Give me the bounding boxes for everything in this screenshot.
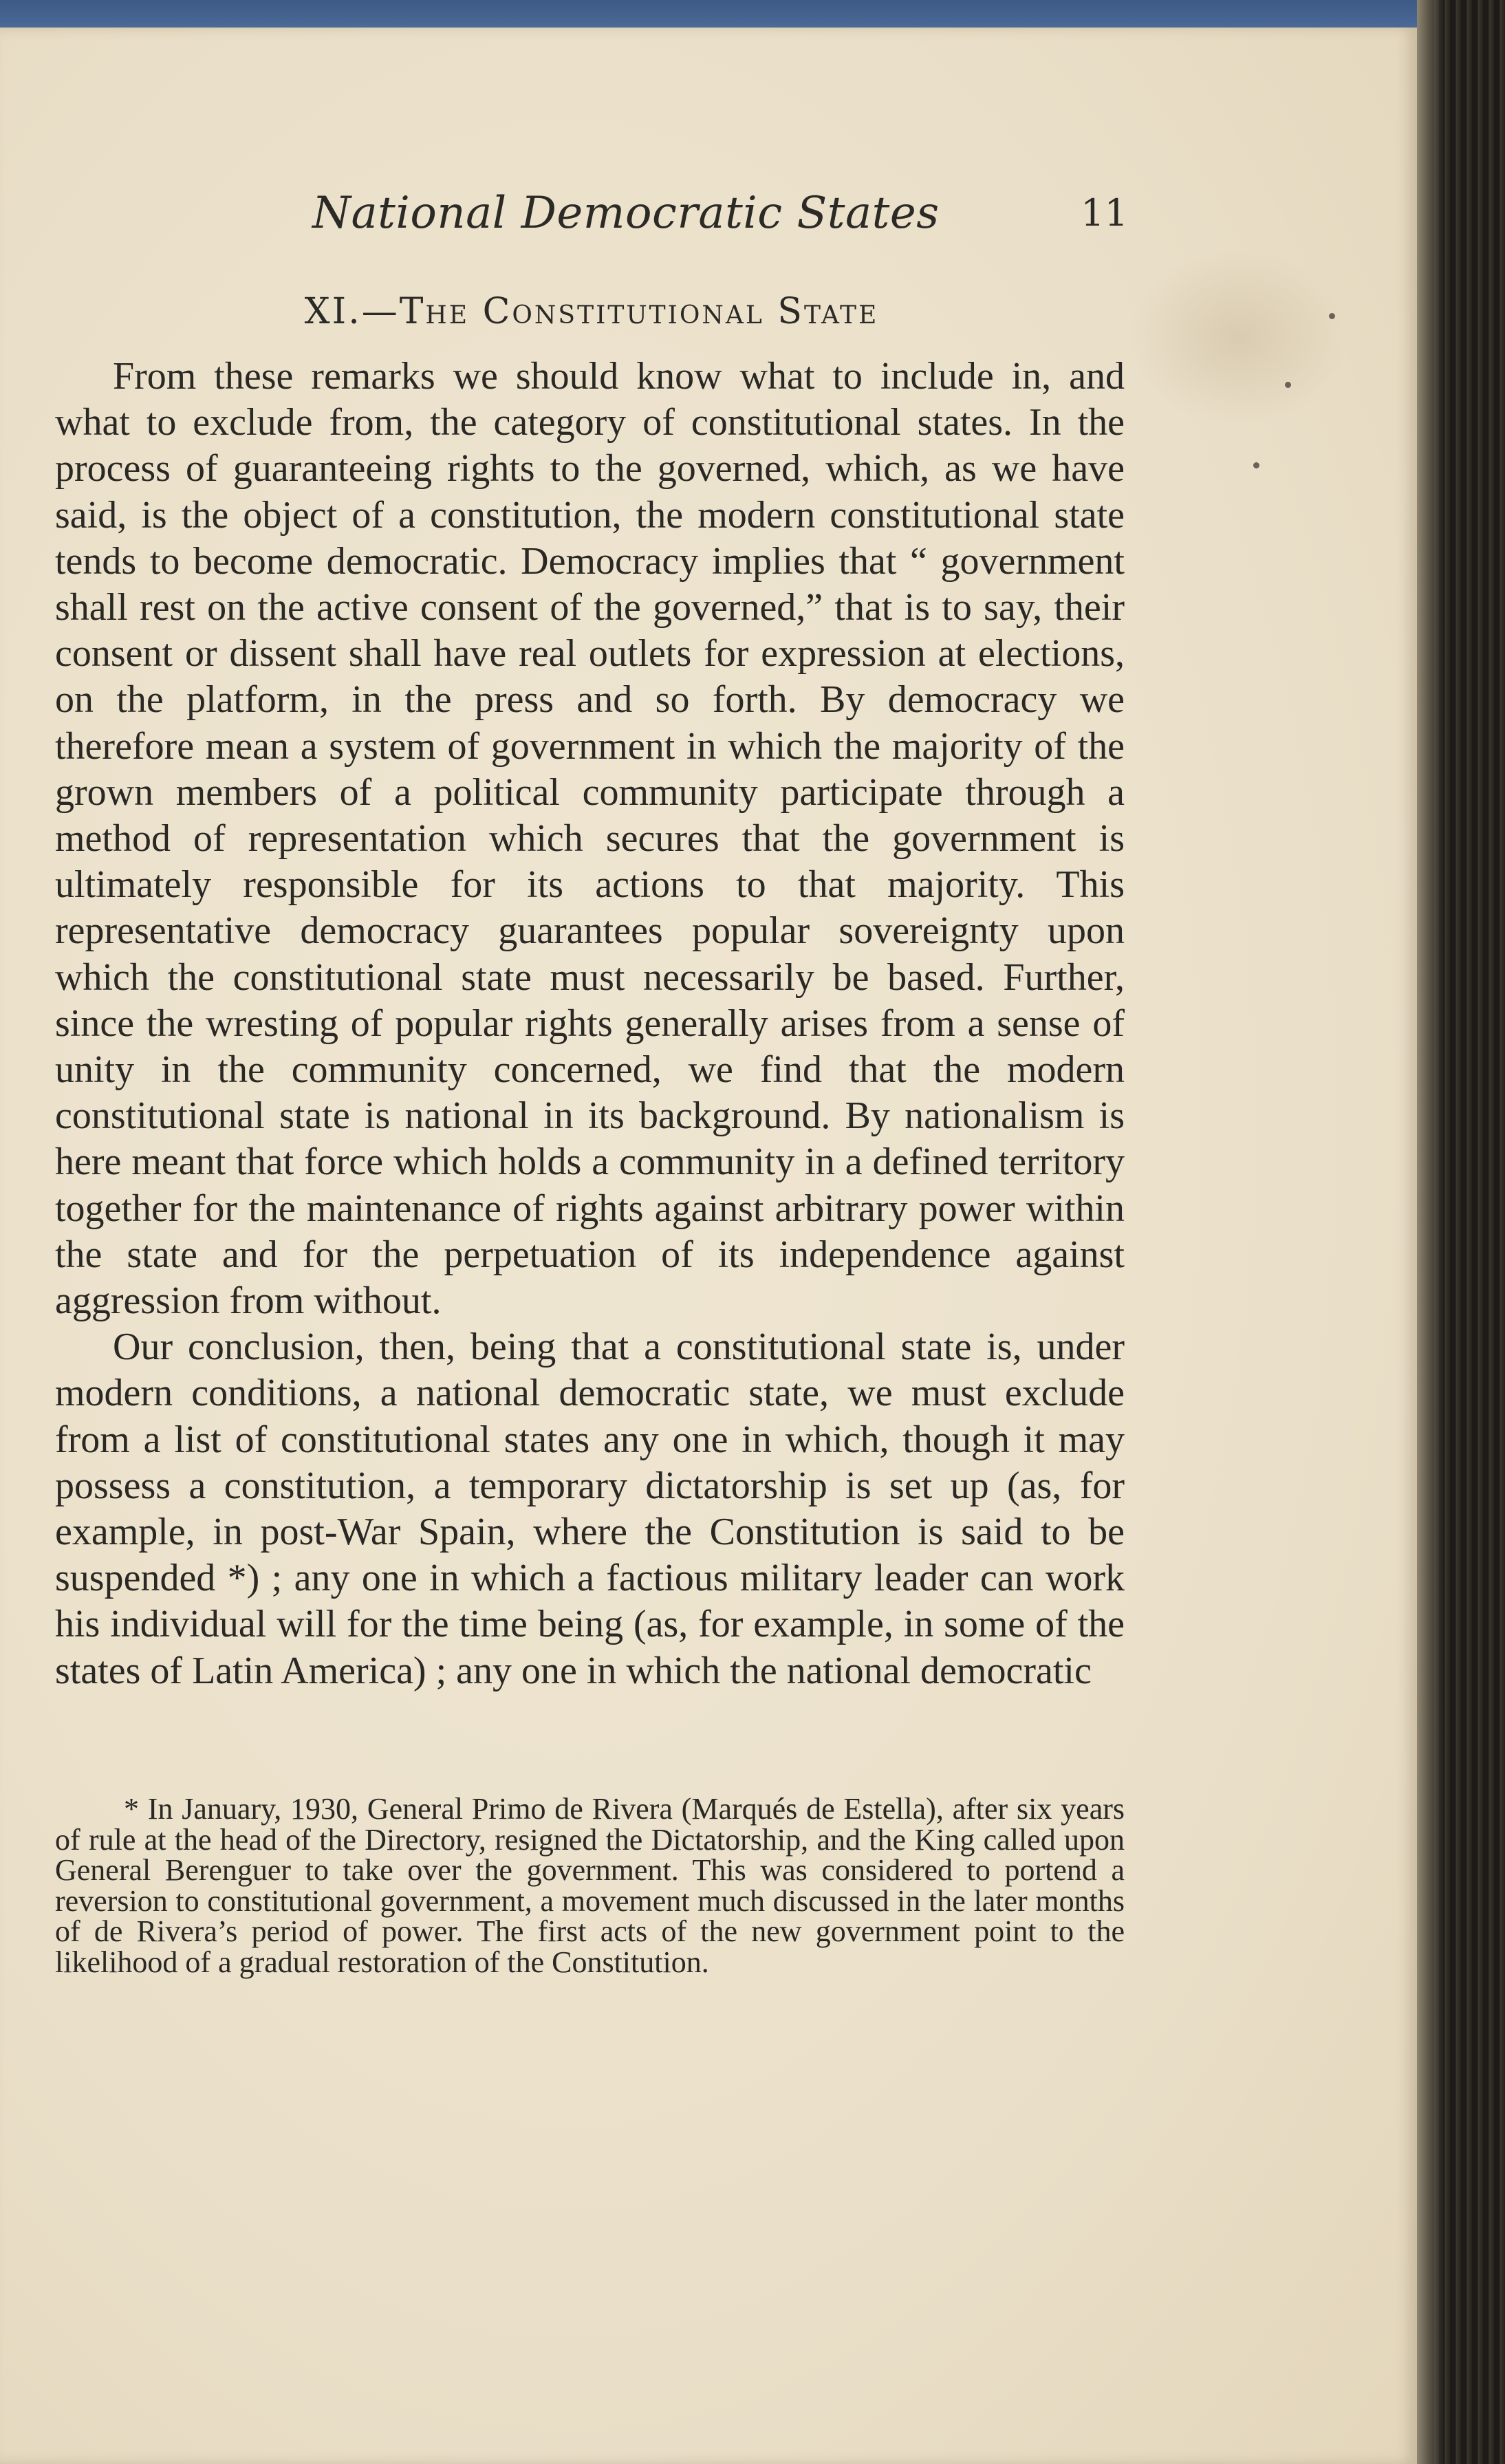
body-text — [55, 354, 1125, 1694]
body-paragraph: Our conclusion, then, being that a constitutional state is, under modern conditions, a national democratic state, we must exclude from a list of constitutional states any one in which, though it may possess a constitution, a temporary dictatorship is set up (as, for example, in post-War Spain, where the Constitution is said to be suspended *) ; any one in which a factious military leader can work his individual will for the time being (as, for example, in some of the states of Latin America) ; any one in which the national democratic — [55, 1326, 1125, 1692]
paper-speck — [1329, 313, 1335, 319]
paper-speck — [1285, 382, 1291, 388]
paper-speck — [1253, 462, 1259, 468]
section-heading: XI.—The Constitutional State — [304, 291, 879, 332]
paper-stain — [1128, 248, 1348, 426]
footnote-text: * In January, 1930, General Primo de Rivera (Marqués de Estella), after six years of rule at the head of the Directory, resigned the Dictatorship, and the King called upon General Berenguer to take over the government. This was considered to portend a reversion to constitutional government, a movement much discussed in the later months of de Rivera’s period of power. The first acts of the new government point to the likelihood of a gradual restoration of the Constitution. — [55, 1792, 1125, 1979]
body-paragraph: From these remarks we should know what to include in, and what to exclude from, the category of constitutional states. In the process of guaranteeing rights to the governed, which, as we have said, is the object of a constitution, the modern constitutional state tends to become democratic. Democracy implies that “ government shall rest on the active consent of the governed,” that is to say, their consent or dissent shall have real outlets for expression at elections, on the platform, in the press and so forth. By democracy we therefore mean a system of government in which the majority of the grown members of a political community participate through a method of representation which secures that the government is ultimately responsible for its actions to that majority. This representative democracy guarantees popular sovereignty upon which the constitutional state must necessarily be based. Further, since the wresting of popular rights generally arises from a sense of unity in the community concerned, we find that the modern constitutional state is national in its background. By nationalism is here meant that force which holds a community in a defined territory together for the maintenance of rights against arbitrary power within the state and for the perpetuation of its independence against aggression from without. — [55, 355, 1125, 1323]
page-number: 11 — [1081, 191, 1128, 235]
book-page-edges — [1417, 0, 1505, 2464]
running-header — [55, 182, 1128, 244]
footnote — [55, 1794, 1125, 1978]
running-title: National Democratic States — [312, 188, 940, 239]
